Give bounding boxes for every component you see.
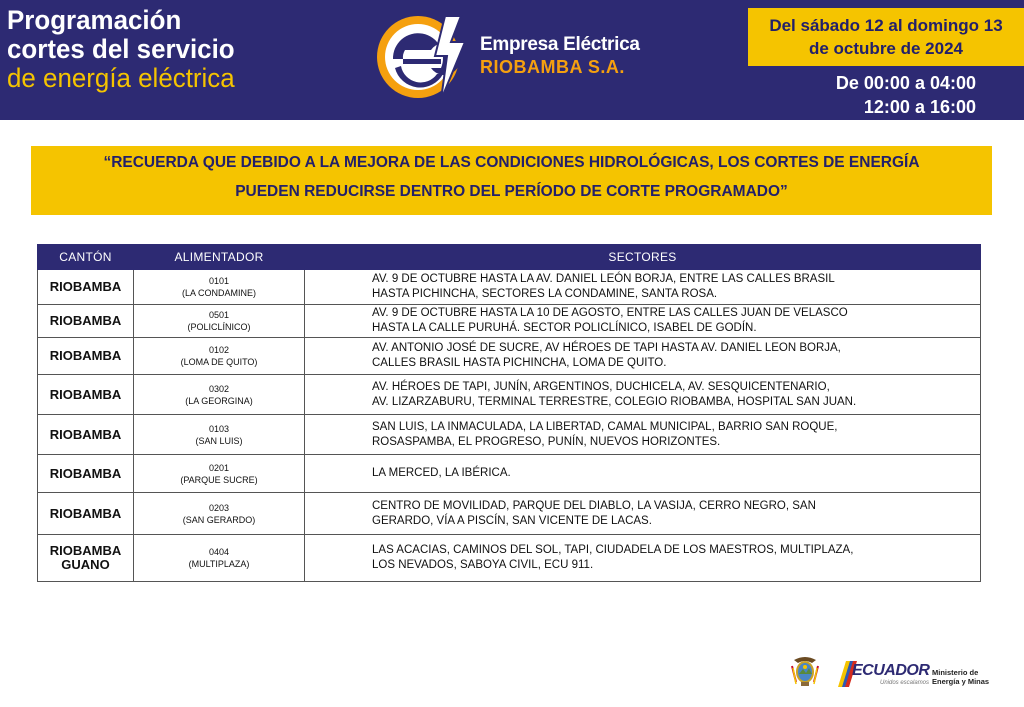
canton-name: RIOBAMBA [49,348,122,363]
alimentador-cell [134,305,305,338]
sector-line-1: CENTRO DE MOVILIDAD, PARQUE DEL DIABLO, LA VASIJA, CERRO NEGRO, SAN [372,499,816,512]
title-line-1: Programación [7,5,182,35]
title-line-3: de energía eléctrica [7,63,235,93]
time-range-1: De 00:00 a 04:00 [835,73,976,93]
alimentador-code: 0101 [208,276,230,286]
canton-cell [38,455,134,493]
alimentador-name: (POLICLÍNICO) [187,322,251,332]
ministry-label [932,668,989,686]
canton-cell [38,305,134,338]
canton-name-2: GUANO [61,557,110,572]
time-range-2: 12:00 a 16:00 [863,97,976,117]
table-row [38,415,981,455]
brand-subname: RIOBAMBA S.A. [480,57,625,77]
canton-cell [38,493,134,535]
canton-name: RIOBAMBA [49,426,122,442]
sectores-cell [305,493,981,535]
alimentador-name: (SAN LUIS) [195,435,243,446]
alimentador-name: (LA GEORGINA) [185,395,253,406]
canton-name: RIOBAMBA [49,505,122,521]
sector-line-1: SAN LUIS, LA INMACULADA, LA LIBERTAD, CAMAL MUNICIPAL, BARRIO SAN ROQUE, [372,420,838,433]
alimentador-name: (LA CONDAMINE) [181,288,256,298]
header-band [0,0,1024,120]
canton-name: RIOBAMBA [49,465,122,481]
alimentador-code: 0404 [208,547,230,557]
alimentador-code: 0103 [208,423,230,434]
sectores-cell [305,338,981,375]
date-box [748,8,1024,66]
sectores-cell [305,270,981,305]
alimentador-cell [134,493,305,535]
table-row [38,493,981,535]
canton-name: RIOBAMBA [49,543,122,558]
sector-line-2: HASTA LA CALLE PURUHÁ. SECTOR POLICLÍNICO, ISABEL DE GODÍN. [372,322,757,334]
sectores-cell [305,375,981,415]
alimentador-name: (SAN GERARDO) [182,514,256,525]
alimentador-cell [134,375,305,415]
alimentador-code: 0102 [208,345,230,355]
alimentador-code: 0203 [208,502,230,513]
sector-line-1: AV. HÉROES DE TAPI, JUNÍN, ARGENTINOS, DUCHICELA, AV. SESQUICENTENARIO, [372,380,830,393]
sector-line-2: CALLES BRASIL HASTA PICHINCHA, LOMA DE QUITO. [372,357,667,369]
table-row [38,305,981,338]
date-line-2: de octubre de 2024 [808,39,963,58]
title-line-2: cortes del servicio [7,34,235,64]
table-row [38,375,981,415]
table-header-row [38,245,981,270]
sector-line-1: AV. ANTONIO JOSÉ DE SUCRE, AV HÉROES DE TAPI HASTA AV. DANIEL LEON BORJA, [372,342,841,354]
sector-line-2: AV. LIZARZABURU, TERMINAL TERRESTRE, COLEGIO RIOBAMBA, HOSPITAL SAN JUAN. [372,395,857,408]
alimentador-cell [134,455,305,493]
sector-line-2: LOS NEVADOS, SABOYA CIVIL, ECU 911. [372,559,594,571]
notice-line-2: PUEDEN REDUCIRSE DENTRO DEL PERÍODO DE CORTE PROGRAMADO” [235,183,788,200]
alimentador-name: (MULTIPLAZA) [188,559,250,569]
alimentador-code: 0201 [208,462,230,473]
date-line-1: Del sábado 12 al domingo 13 [769,16,1003,35]
canton-name: RIOBAMBA [49,386,122,402]
sector-line-1: LAS ACACIAS, CAMINOS DEL SOL, TAPI, CIUDADELA DE LOS MAESTROS, MULTIPLAZA, [372,544,854,556]
notice-banner [31,146,992,215]
sector-line-1: LA MERCED, LA IBÉRICA. [372,467,511,479]
ecuador-word: ECUADOR [852,662,930,679]
ecuador-coat-of-arms-icon [790,654,820,688]
table-row [38,455,981,493]
empresa-electrica-logo-icon [375,12,470,102]
canton-name: RIOBAMBA [49,313,122,328]
ministry-line-2: Energía y Minas [932,677,990,686]
sectores-cell [305,415,981,455]
header-alimentador: ALIMENTADOR [134,245,305,270]
sector-line-1: AV. 9 DE OCTUBRE HASTA LA 10 DE AGOSTO, ENTRE LAS CALLES JUAN DE VELASCO [372,307,848,319]
canton-name: RIOBAMBA [49,279,122,294]
canton-cell [38,375,134,415]
header-sectores: SECTORES [305,245,981,270]
alimentador-code: 0302 [208,383,230,394]
header-canton: CANTÓN [38,245,134,270]
alimentador-cell [134,415,305,455]
sector-line-2: GERARDO, VÍA A PISCÍN, SAN VICENTE DE LACAS. [372,514,652,527]
time-ranges [836,71,976,119]
sectores-cell [305,535,981,582]
canton-cell [38,535,134,582]
sectores-cell [305,305,981,338]
canton-cell [38,415,134,455]
table-row [38,270,981,305]
alimentador-cell [134,338,305,375]
notice-line-1: “RECUERDA QUE DEBIDO A LA MEJORA DE LAS CONDICIONES HIDROLÓGICAS, LOS CORTES DE ENERGÍA [103,154,920,171]
sectores-cell [305,455,981,493]
page-title [7,6,244,93]
alimentador-name: (LOMA DE QUITO) [180,357,258,367]
canton-cell [38,270,134,305]
alimentador-name: (PARQUE SUCRE) [180,474,258,485]
alimentador-cell [134,270,305,305]
sector-line-1: AV. 9 DE OCTUBRE HASTA LA AV. DANIEL LEÓN BORJA, ENTRE LAS CALLES BRASIL [372,273,835,285]
alimentador-cell [134,535,305,582]
sector-line-2: HASTA PICHINCHA, SECTORES LA CONDAMINE, SANTA ROSA. [372,288,718,300]
schedule-table [37,244,981,582]
canton-cell [38,338,134,375]
company-brand [480,34,640,78]
alimentador-code: 0501 [208,310,230,320]
ecuador-tagline: Unidos escalamos [880,680,930,686]
table-row [38,338,981,375]
sector-line-2: ROSASPAMBA, EL PROGRESO, PUNÍN, NUEVOS HORIZONTES. [372,435,721,448]
ministry-line-1: Ministerio de [932,668,979,677]
table-row [38,535,981,582]
brand-name: Empresa Eléctrica [480,34,640,55]
